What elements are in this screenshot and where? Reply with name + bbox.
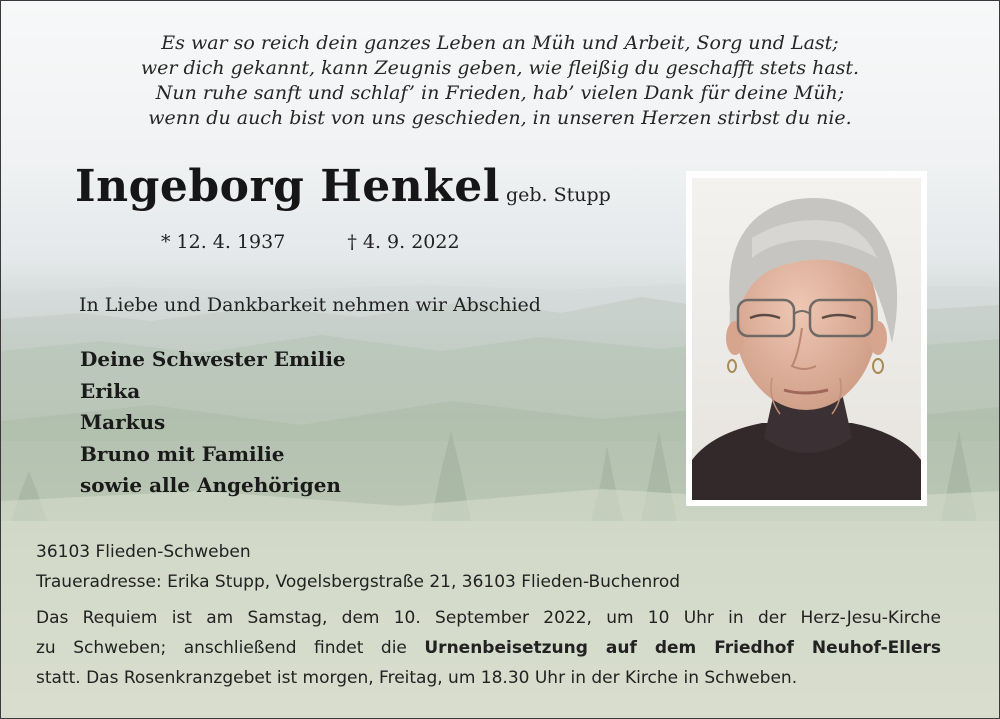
requiem-line: statt. Das Rosenkranzgebet ist morgen, Freitag, um 18.30 Uhr in der Kirche in Schweben. [36, 668, 798, 688]
birth-name: geb. Stupp [505, 184, 611, 206]
requiem-notice [36, 603, 941, 693]
location: 36103 Flieden-Schweben [36, 542, 251, 562]
deceased-name: Ingeborg Henkel [75, 161, 500, 212]
portrait-photo [686, 171, 927, 506]
farewell-line: In Liebe und Dankbarkeit nehmen wir Abschied [79, 294, 541, 316]
requiem-line: Das Requiem ist am Samstag, dem 10. September 2022, um 10 Uhr in der Herz-Jesu-Kirche [36, 608, 941, 628]
urn-burial-info: Urnenbeisetzung auf dem Friedhof Neuhof-Ellers [424, 638, 941, 658]
mourner: sowie alle Angehörigen [80, 473, 341, 497]
life-dates [161, 231, 460, 253]
requiem-text: zu Schweben; anschließend findet die [36, 638, 407, 658]
mourner: Erika [80, 378, 141, 403]
poem [1, 31, 999, 131]
birth-date: * 12. 4. 1937 [161, 231, 286, 253]
mourning-address: Traueradresse: Erika Stupp, Vogelsbergstraße 21, 36103 Flieden-Buchenrod [36, 572, 681, 592]
mourner: Bruno mit Familie [80, 441, 285, 466]
requiem-line [36, 633, 941, 663]
poem-line: Es war so reich dein ganzes Leben an Müh und Arbeit, Sorg und Last; [161, 32, 839, 54]
poem-line: wer dich gekannt, kann Zeugnis geben, wie fleißig du geschafft stets hast. [140, 57, 860, 79]
mourner: Markus [80, 410, 166, 434]
poem-line: Nun ruhe sanft und schlaf’ in Frieden, hab’ vielen Dank für deine Müh; [155, 82, 845, 104]
deceased-name-block [75, 161, 611, 212]
address-block [36, 537, 680, 597]
death-date: † 4. 9. 2022 [347, 231, 460, 253]
portrait-image [692, 178, 921, 500]
mourners-list [80, 344, 346, 502]
poem-line: wenn du auch bist von uns geschieden, in unseren Herzen stirbst du nie. [148, 107, 852, 129]
mourner: Deine Schwester Emilie [80, 347, 346, 371]
